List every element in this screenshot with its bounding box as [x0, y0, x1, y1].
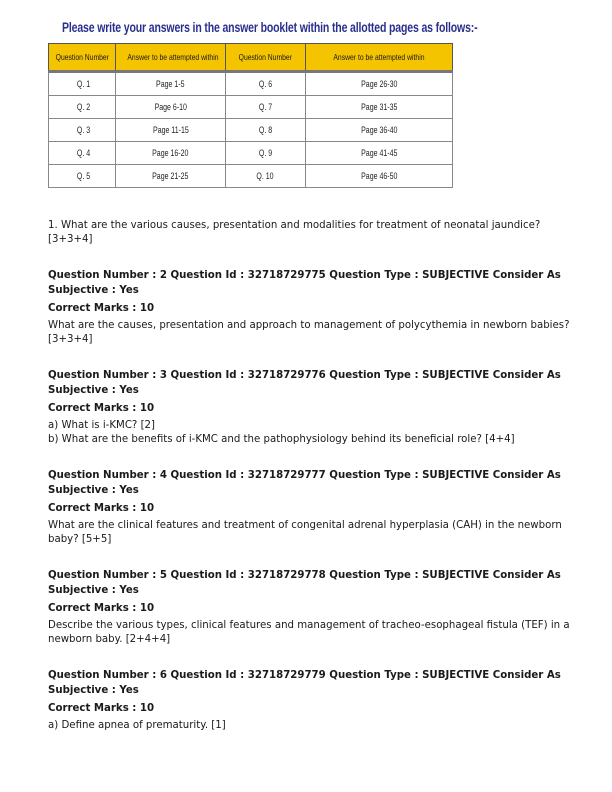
table-cell: Page 41-45 — [306, 142, 453, 165]
column-header: Answer to be attempted within — [306, 44, 453, 72]
table-cell: Page 36-40 — [306, 119, 453, 142]
correct-marks: Correct Marks : 10 — [48, 402, 155, 414]
question-header: Question Number : 5 Question Id : 32718729778 Question Type : SUBJECTIVE Consider As Subjective : Yes — [48, 570, 561, 596]
question-header: Question Number : 4 Question Id : 32718729777 Question Type : SUBJECTIVE Consider As Subjective : Yes — [48, 470, 561, 496]
table-cell: Page 16-20 — [116, 142, 226, 165]
table-row — [49, 96, 453, 119]
question-block — [48, 669, 572, 733]
question-list — [48, 219, 572, 755]
question-text: What are the causes, presentation and approach to management of polycythemia in newborn babies? [3+3+4] — [48, 320, 570, 346]
table-cell: Q. 2 — [49, 96, 116, 119]
question-block — [48, 569, 572, 647]
correct-marks: Correct Marks : 10 — [48, 702, 155, 714]
table-cell: Q. 6 — [226, 72, 306, 96]
table-cell: Q. 1 — [49, 72, 116, 96]
table-cell: Page 1-5 — [116, 72, 226, 96]
table-cell: Q. 9 — [226, 142, 306, 165]
question-header: Question Number : 6 Question Id : 32718729779 Question Type : SUBJECTIVE Consider As Subjective : Yes — [48, 670, 561, 696]
correct-marks: Correct Marks : 10 — [48, 502, 155, 514]
table-cell: Page 26-30 — [306, 72, 453, 96]
question-text: b) What are the benefits of i-KMC and the pathophysiology behind its beneficial role? [4+4] — [48, 434, 515, 446]
question-1-text: 1. What are the various causes, presentation and modalities for treatment of neonatal jaundice? [3+3+4] — [48, 220, 541, 246]
table-cell: Q. 3 — [49, 119, 116, 142]
question-text: Describe the various types, clinical features and management of tracheo-esophageal fistula (TEF) in a newborn baby. [2+4+4] — [48, 620, 570, 646]
booklet-instruction: Please write your answers in the answer booklet within the allotted pages as follows:- — [62, 20, 478, 35]
table-cell: Q. 4 — [49, 142, 116, 165]
column-header: Answer to be attempted within — [116, 44, 226, 72]
table-row — [49, 142, 453, 165]
question-text: a) Define apnea of prematurity. [1] — [48, 720, 226, 732]
question-text: a) What is i-KMC? [2] — [48, 420, 156, 432]
question-header: Question Number : 2 Question Id : 32718729775 Question Type : SUBJECTIVE Consider As Subjective : Yes — [48, 270, 561, 296]
table-cell: Page 46-50 — [306, 165, 453, 188]
page-allotment-table — [48, 43, 453, 188]
table-cell: Q. 5 — [49, 165, 116, 188]
correct-marks: Correct Marks : 10 — [48, 302, 155, 314]
table-cell: Q. 8 — [226, 119, 306, 142]
table-cell: Page 31-35 — [306, 96, 453, 119]
table-row — [49, 165, 453, 188]
table-row — [49, 119, 453, 142]
question-block — [48, 369, 572, 447]
table-cell: Q. 7 — [226, 96, 306, 119]
table-row — [49, 72, 453, 96]
table-cell: Page 21-25 — [116, 165, 226, 188]
table-header-row — [49, 44, 453, 72]
question-block — [48, 269, 572, 347]
table-cell: Page 11-15 — [116, 119, 226, 142]
table-cell: Page 6-10 — [116, 96, 226, 119]
table-cell: Q. 10 — [226, 165, 306, 188]
column-header: Question Number — [226, 44, 306, 72]
question-header: Question Number : 3 Question Id : 32718729776 Question Type : SUBJECTIVE Consider As Subjective : Yes — [48, 370, 561, 396]
question-text: What are the clinical features and treatment of congenital adrenal hyperplasia (CAH) in the newborn baby? [5+5] — [48, 520, 562, 546]
column-header: Question Number — [49, 44, 116, 72]
correct-marks: Correct Marks : 10 — [48, 602, 155, 614]
question-block — [48, 469, 572, 547]
